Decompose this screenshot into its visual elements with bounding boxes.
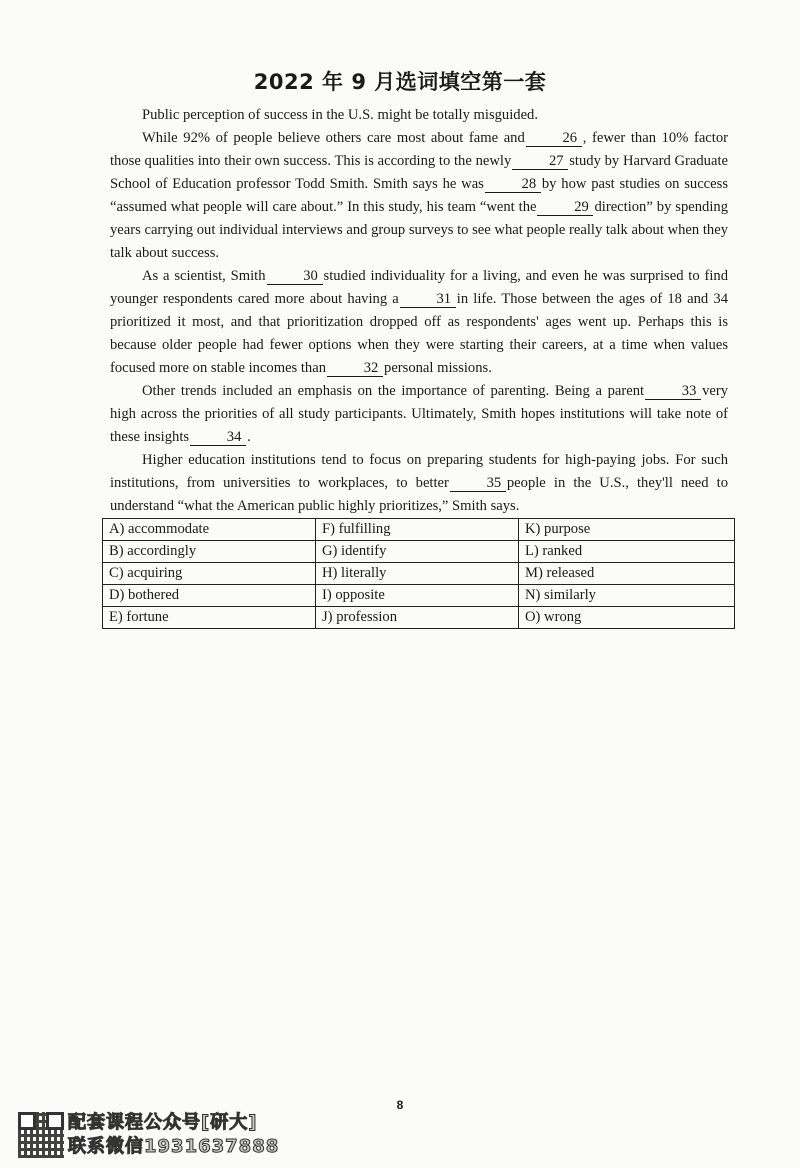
passage-text: studied individuality for a living, and even he was surprised to find younger respondents cared more about having a — [110, 268, 728, 307]
option-cell: H) literally — [316, 563, 519, 585]
paragraph — [110, 449, 728, 518]
option-cell: J) profession — [316, 607, 519, 629]
paragraph — [110, 104, 728, 127]
option-cell: D) bothered — [103, 585, 316, 607]
blank-27: 27 — [512, 153, 568, 170]
table-row — [103, 519, 735, 541]
page-title: 2022 年 9 月选词填空第一套 — [253, 70, 547, 94]
passage-text: by how past studies on success “assumed what people will care about.” In this study, his team “went the — [110, 176, 728, 215]
passage-text: study by Harvard Graduate School of Education professor Todd Smith. Smith says he was — [110, 153, 728, 192]
table-row — [103, 541, 735, 563]
blank-30: 30 — [267, 268, 323, 285]
option-cell: I) opposite — [316, 585, 519, 607]
option-cell: N) similarly — [519, 585, 735, 607]
paragraph — [110, 380, 728, 449]
paragraph — [110, 265, 728, 380]
blank-28: 28 — [485, 176, 541, 193]
blank-35: 35 — [450, 475, 506, 492]
table-row — [103, 607, 735, 629]
passage — [110, 104, 728, 518]
blank-26: 26 — [526, 130, 582, 147]
option-cell: F) fulfilling — [316, 519, 519, 541]
option-cell: A) accommodate — [103, 519, 316, 541]
page-number: 8 — [396, 1098, 404, 1112]
option-cell: B) accordingly — [103, 541, 316, 563]
blank-34: 34 — [190, 429, 246, 446]
passage-text: Other trends included an emphasis on the importance of parenting. Being a parent — [142, 383, 645, 399]
passage-text: As a scientist, Smith — [142, 268, 266, 284]
watermark-line-2: 联系微信1931637888 — [68, 1136, 280, 1157]
passage-text: in life. Those between the ages of 18 and 34 prioritized it most, and that prioritization dropped off as respondents' ages went up. Perhaps this is because older people had fewer options when they were starting their careers, at a time when values focused more on stable incomes than — [110, 291, 728, 376]
passage-text: While 92% of people believe others care most about fame and — [142, 130, 525, 146]
blank-29: 29 — [537, 199, 593, 216]
passage-text: Public perception of success in the U.S. might be totally misguided. — [142, 107, 538, 123]
option-cell: L) ranked — [519, 541, 735, 563]
blank-33: 33 — [645, 383, 701, 400]
passage-text: direction” by spending years carrying out individual interviews and group surveys to see what people really talk about when they talk about success. — [110, 199, 729, 261]
option-cell: G) identify — [316, 541, 519, 563]
word-bank-table — [102, 518, 735, 629]
table-row — [103, 563, 735, 585]
passage-text: personal missions. — [384, 360, 492, 376]
option-cell: K) purpose — [519, 519, 735, 541]
paragraph — [110, 127, 728, 265]
table-row — [103, 585, 735, 607]
option-cell: E) fortune — [103, 607, 316, 629]
option-cell: C) acquiring — [103, 563, 316, 585]
blank-32: 32 — [327, 360, 383, 377]
option-cell: O) wrong — [519, 607, 735, 629]
passage-text: . — [247, 429, 251, 445]
option-cell: M) released — [519, 563, 735, 585]
blank-31: 31 — [400, 291, 456, 308]
passage-text: Higher education institutions tend to focus on preparing students for high-paying jobs. For such institutions, from universities to workplaces, to better — [110, 452, 728, 491]
watermark-line-1: 配套课程公众号[研大] — [68, 1112, 258, 1133]
passage-text: very high across the priorities of all study participants. Ultimately, Smith hopes institutions will take note of these insights — [110, 383, 728, 445]
passage-text: people in the U.S., they'll need to understand “what the American public highly prioritizes,” Smith says. — [110, 475, 728, 514]
qr-code-icon — [18, 1112, 64, 1158]
passage-text: , fewer than 10% factor those qualities into their own success. This is according to the newly — [110, 130, 728, 169]
